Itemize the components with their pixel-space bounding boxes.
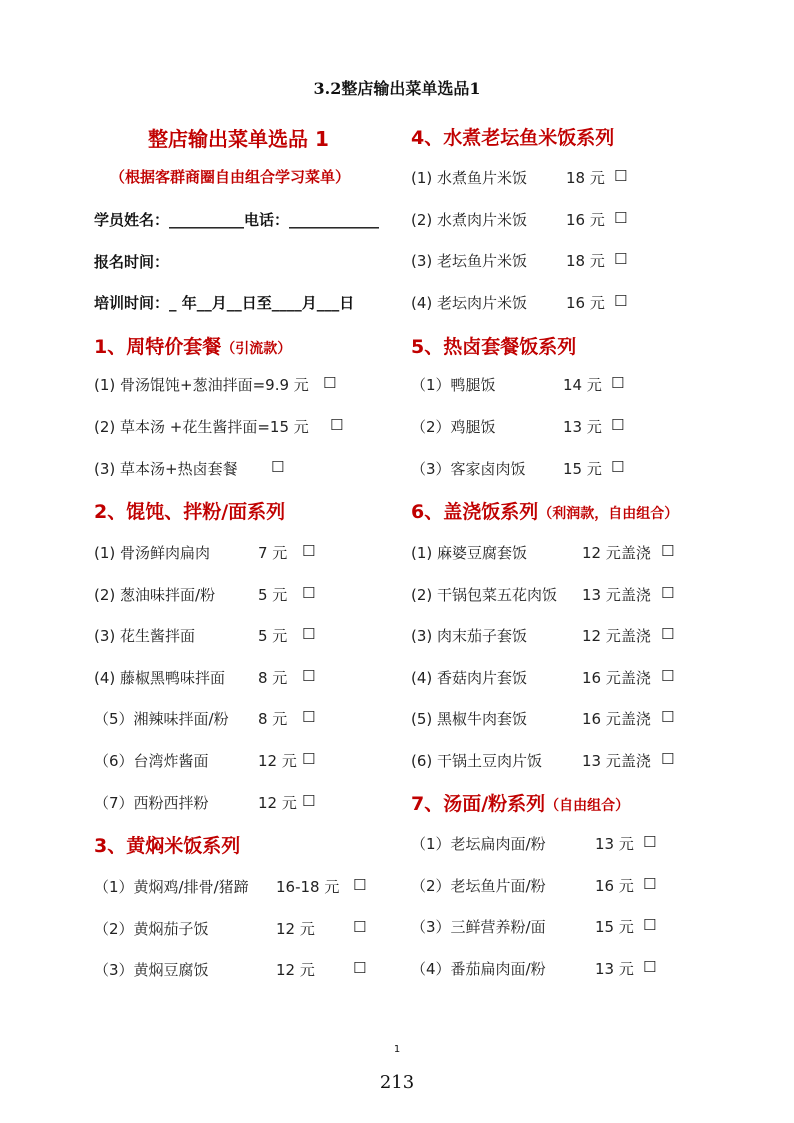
menu-item <box>411 416 711 438</box>
section-6-heading <box>411 497 678 524</box>
menu-item-price: 13 元 <box>595 959 634 978</box>
checkbox-icon[interactable]: ☐ <box>302 750 316 768</box>
checkbox-icon[interactable]: ☐ <box>611 458 625 476</box>
menu-item-label: （1）鸭腿饭 <box>411 376 496 394</box>
checkbox-icon[interactable]: ☐ <box>643 957 657 976</box>
footer-page-number: 213 <box>379 1072 415 1093</box>
menu-item <box>94 708 394 730</box>
menu-item <box>411 167 711 189</box>
menu-item-label: （3）三鲜营养粉/面 <box>411 918 546 936</box>
menu-item <box>94 458 394 480</box>
menu-item-price: 16 元盖浇 <box>582 668 651 687</box>
checkbox-icon[interactable]: ☐ <box>611 374 625 392</box>
menu-item <box>411 374 711 396</box>
menu-item-label: （5）湘辣味拌面/粉 <box>94 710 229 729</box>
checkbox-icon[interactable]: ☐ <box>643 833 657 851</box>
menu-item-price: 13 元 <box>563 418 602 436</box>
menu-item-price: 18 元 <box>566 169 605 187</box>
menu-item-price: 12 元 <box>258 752 297 770</box>
menu-item-price: 16 元 <box>566 210 605 229</box>
menu-item <box>94 374 394 396</box>
checkbox-icon[interactable]: ☐ <box>302 708 316 727</box>
section-2-title: 2、馄饨、拌粉/面系列 <box>94 501 286 523</box>
menu-item <box>411 625 711 647</box>
checkbox-icon[interactable]: ☐ <box>661 583 675 602</box>
menu-item-price: 16 元盖浇 <box>582 710 651 729</box>
menu-item <box>411 458 711 480</box>
menu-item <box>411 875 711 897</box>
menu-item-price: 8 元 <box>258 710 288 729</box>
menu-item-label: （1）黄焖鸡/排骨/猪蹄 <box>94 878 249 896</box>
menu-item <box>94 918 394 940</box>
menu-item-label: （2）老坛鱼片面/粉 <box>411 876 546 895</box>
menu-item <box>94 542 394 564</box>
checkbox-icon[interactable]: ☐ <box>661 750 675 768</box>
menu-item <box>94 584 394 606</box>
checkbox-icon[interactable]: ☐ <box>661 625 675 644</box>
checkbox-icon[interactable]: ☐ <box>614 291 628 310</box>
menu-item-price: 16-18 元 <box>276 878 340 896</box>
menu-item <box>411 958 711 980</box>
menu-item-label: (3) 老坛鱼片米饭 <box>411 252 528 270</box>
checkbox-icon[interactable]: ☐ <box>302 625 316 644</box>
checkbox-icon[interactable]: ☐ <box>614 208 628 227</box>
menu-item-label: (2) 水煮肉片米饭 <box>411 210 528 229</box>
menu-item-label: (4) 老坛肉片米饭 <box>411 293 528 312</box>
menu-item-price: 16 元 <box>566 293 605 312</box>
section-1-heading <box>94 332 291 359</box>
training-time-field[interactable]: 培训时间：_ 年__月__日至____月___日 <box>94 294 355 312</box>
section-6-title: 6、盖浇饭系列 <box>411 501 539 523</box>
menu-item-label: (3) 草本汤+热卤套餐 <box>94 460 238 478</box>
section-6-note: （利润款，自由组合） <box>538 506 679 522</box>
checkbox-icon[interactable]: ☐ <box>302 666 316 685</box>
menu-item-price: 13 元 <box>595 835 634 853</box>
checkbox-icon[interactable]: ☐ <box>271 458 285 476</box>
menu-item-label: (1) 麻婆豆腐套饭 <box>411 544 528 562</box>
menu-item <box>411 584 711 606</box>
student-name-phone-field[interactable]: 学员姓名：__________电话：____________ <box>94 211 380 229</box>
checkbox-icon[interactable]: ☐ <box>353 959 367 977</box>
menu-item-price: 12 元盖浇 <box>582 627 651 646</box>
menu-item-label: （4）番茄扁肉面/粉 <box>411 959 546 978</box>
section-5-heading <box>411 332 576 359</box>
checkbox-icon[interactable]: ☐ <box>661 542 675 560</box>
checkbox-icon[interactable]: ☐ <box>302 542 316 560</box>
menu-item-label: (2) 干锅包菜五花肉饭 <box>411 585 558 604</box>
menu-item-price: 18 元 <box>566 252 605 270</box>
section-3-title: 3、黄焖米饭系列 <box>94 835 241 857</box>
menu-item-label: (1) 水煮鱼片米饭 <box>411 169 528 187</box>
menu-item-label: （7）西粉西拌粉 <box>94 793 209 812</box>
menu-title: 整店输出菜单选品 1 <box>148 127 329 151</box>
menu-item <box>94 876 394 898</box>
checkbox-icon[interactable]: ☐ <box>643 874 657 893</box>
menu-item <box>411 708 711 730</box>
menu-item <box>94 750 394 772</box>
checkbox-icon[interactable]: ☐ <box>661 708 675 727</box>
checkbox-icon[interactable]: ☐ <box>611 416 625 434</box>
menu-item <box>94 416 394 438</box>
section-3-heading <box>94 831 240 858</box>
menu-item <box>94 667 394 689</box>
menu-item-price: 12 元 <box>276 919 315 938</box>
signup-time-field[interactable]: 报名时间： <box>94 253 170 271</box>
menu-item-label: （3）客家卤肉饭 <box>411 460 526 478</box>
menu-item-label: (1) 骨汤馄饨+葱油拌面=9.9 元 <box>94 376 309 394</box>
checkbox-icon[interactable]: ☐ <box>302 791 316 810</box>
menu-item-label: （6）台湾炸酱面 <box>94 752 209 770</box>
menu-subtitle: （根据客群商圈自由组合学习菜单） <box>110 168 351 186</box>
menu-item-label: (4) 藤椒黑鸭味拌面 <box>94 668 226 687</box>
menu-item-price: 15 元 <box>563 460 602 478</box>
menu-item <box>411 209 711 231</box>
menu-item-price: 12 元 <box>258 793 297 812</box>
menu-item-label: （2）黄焖茄子饭 <box>94 919 209 938</box>
menu-item <box>94 625 394 647</box>
section-7-heading <box>411 789 629 816</box>
menu-item <box>411 667 711 689</box>
menu-item-label: (6) 干锅土豆肉片饭 <box>411 752 543 770</box>
checkbox-icon[interactable]: ☐ <box>330 416 344 434</box>
menu-item-price: 15 元 <box>595 918 634 936</box>
menu-item <box>94 792 394 814</box>
menu-item <box>411 542 711 564</box>
section-4-heading <box>411 123 614 150</box>
section-7-note: （自由组合） <box>545 798 630 814</box>
section-7-title: 7、汤面/粉系列 <box>411 793 546 815</box>
menu-item-label: (1) 骨汤鲜肉扁肉 <box>94 544 211 562</box>
menu-item-label: （1）老坛扁肉面/粉 <box>411 835 546 853</box>
menu-item-price: 5 元 <box>258 627 288 646</box>
menu-item-price: 16 元 <box>595 876 634 895</box>
menu-item-price: 12 元 <box>276 961 315 979</box>
footer-page-small: 1 <box>393 1044 401 1055</box>
checkbox-icon[interactable]: ☐ <box>643 916 657 934</box>
menu-item-price: 5 元 <box>258 585 288 604</box>
menu-item-price: 12 元盖浇 <box>582 544 651 562</box>
menu-item-price: 7 元 <box>258 544 288 562</box>
menu-item-label: (5) 黑椒牛肉套饭 <box>411 710 528 729</box>
menu-item-label: （3）黄焖豆腐饭 <box>94 961 209 979</box>
checkbox-icon[interactable]: ☐ <box>353 917 367 936</box>
menu-item <box>411 833 711 855</box>
page-header: 3.2整店输出菜单选品1 <box>313 79 481 98</box>
menu-item-label: (3) 花生酱拌面 <box>94 627 196 646</box>
menu-item-price: 13 元盖浇 <box>582 585 651 604</box>
section-1-title: 1、周特价套餐 <box>94 336 222 358</box>
menu-item-price: 13 元盖浇 <box>582 752 651 770</box>
menu-item <box>411 292 711 314</box>
checkbox-icon[interactable]: ☐ <box>353 876 367 894</box>
section-4-title: 4、水煮老坛鱼米饭系列 <box>411 127 615 149</box>
menu-item-label: (2) 草本汤 +花生酱拌面=15 元 <box>94 418 309 436</box>
menu-item-price: 8 元 <box>258 668 288 687</box>
menu-item <box>411 916 711 938</box>
checkbox-icon[interactable]: ☐ <box>614 167 628 185</box>
section-2-heading <box>94 497 285 524</box>
menu-item-label: (4) 香菇肉片套饭 <box>411 668 528 687</box>
menu-item <box>411 250 711 272</box>
menu-item <box>411 750 711 772</box>
checkbox-icon[interactable]: ☐ <box>302 583 316 602</box>
checkbox-icon[interactable]: ☐ <box>661 666 675 685</box>
section-5-title: 5、热卤套餐饭系列 <box>411 336 577 358</box>
section-1-note: （引流款） <box>221 341 292 357</box>
menu-item-label: （2）鸡腿饭 <box>411 418 496 436</box>
checkbox-icon[interactable]: ☐ <box>323 374 337 392</box>
menu-item-label: (2) 葱油味拌面/粉 <box>94 585 216 604</box>
checkbox-icon[interactable]: ☐ <box>614 250 628 268</box>
menu-item <box>94 959 394 981</box>
menu-item-label: (3) 肉末茄子套饭 <box>411 627 528 646</box>
menu-item-price: 14 元 <box>563 376 602 394</box>
